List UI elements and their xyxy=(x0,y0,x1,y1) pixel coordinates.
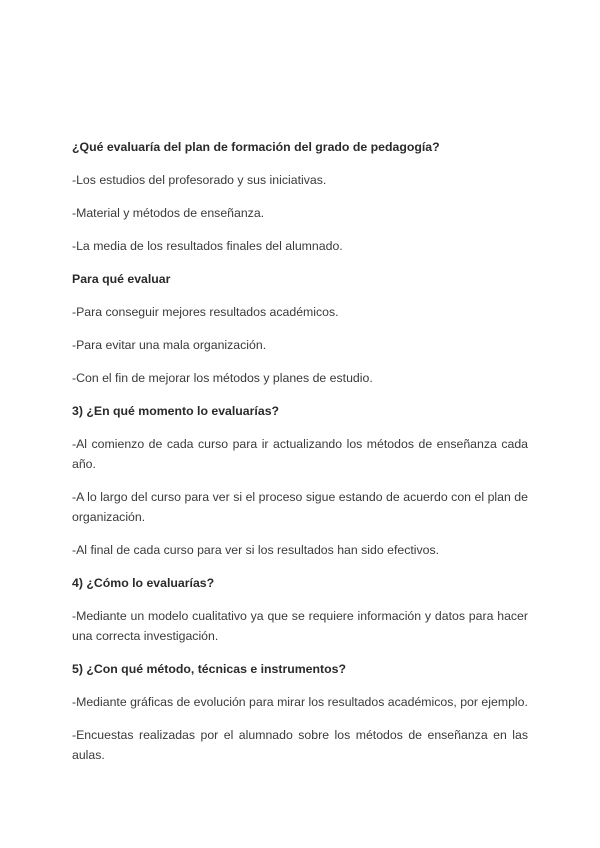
document-content xyxy=(72,137,528,778)
answer-item: -La media de los resultados finales del alumnado. xyxy=(72,239,343,253)
question-heading-1: ¿Qué evaluaría del plan de formación del grado de pedagogía? xyxy=(72,140,440,154)
question-heading-4: 4) ¿Cómo lo evaluarías? xyxy=(72,576,215,590)
question-heading-5: 5) ¿Con qué método, técnicas e instrumentos? xyxy=(72,662,346,676)
question-heading-3: 3) ¿En qué momento lo evaluarías? xyxy=(72,404,280,418)
answer-item: -Al comienzo de cada curso para ir actualizando los métodos de enseñanza cada año. xyxy=(72,437,528,471)
answer-item: -Para conseguir mejores resultados académicos. xyxy=(72,305,339,319)
answer-item: -Los estudios del profesorado y sus iniciativas. xyxy=(72,173,327,187)
answer-item: -Para evitar una mala organización. xyxy=(72,338,267,352)
answer-item: -Mediante un modelo cualitativo ya que se requiere información y datos para hacer una correcta investigación. xyxy=(72,609,528,643)
answer-item: -Al final de cada curso para ver si los resultados han sido efectivos. xyxy=(72,543,440,557)
answer-item: -A lo largo del curso para ver si el proceso sigue estando de acuerdo con el plan de organización. xyxy=(72,490,528,524)
question-heading-2: Para qué evaluar xyxy=(72,272,171,286)
answer-item: -Mediante gráficas de evolución para mirar los resultados académicos, por ejemplo. xyxy=(72,695,528,709)
answer-item: -Encuestas realizadas por el alumnado sobre los métodos de enseñanza en las aulas. xyxy=(72,728,528,762)
answer-item: -Material y métodos de enseñanza. xyxy=(72,206,265,220)
answer-item: -Con el fin de mejorar los métodos y planes de estudio. xyxy=(72,371,373,385)
